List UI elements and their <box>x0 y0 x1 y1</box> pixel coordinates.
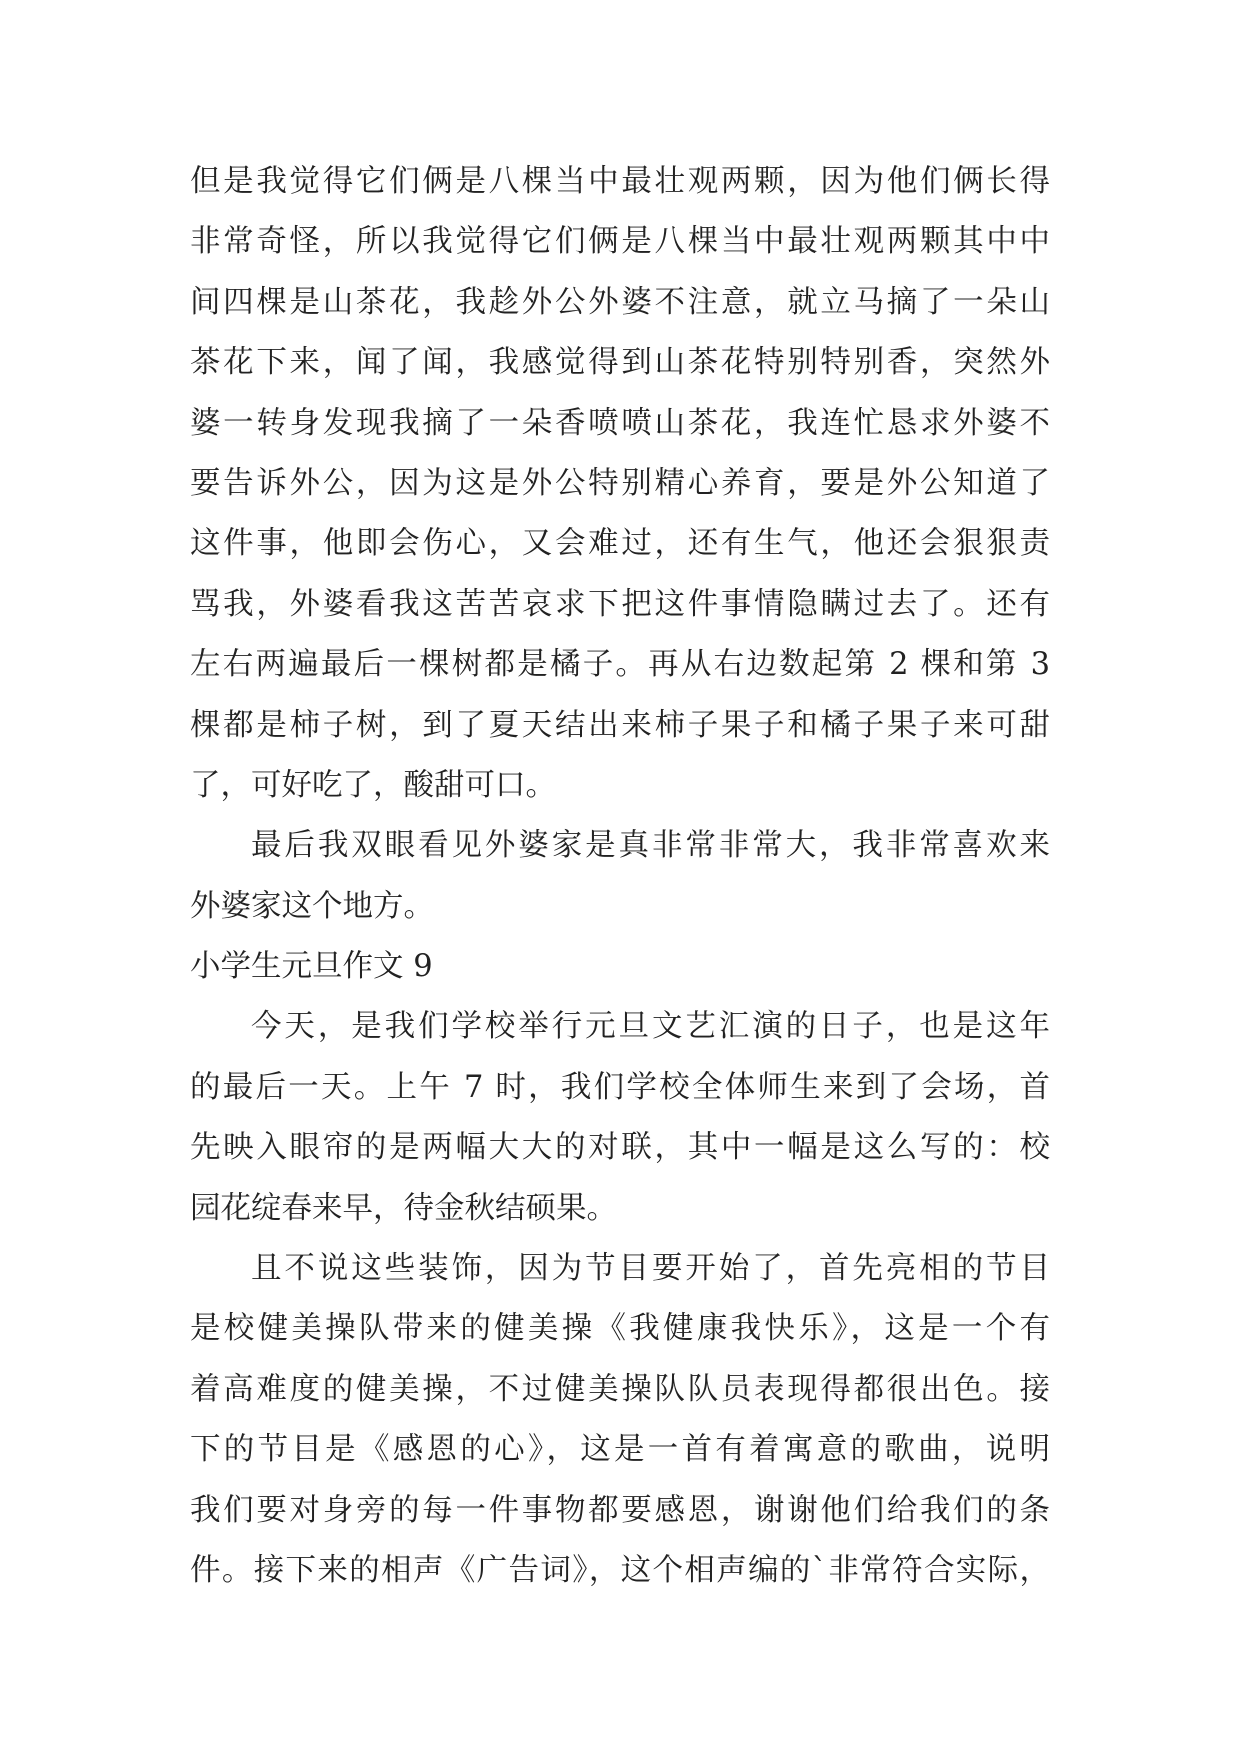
paragraph-line: 骂我，外婆看我这苦苦哀求下把这件事情隐瞒过去了。还有 <box>190 586 1050 622</box>
paragraph-line: 件。接下来的相声《广告词》，这个相声编的`非常符合实际， <box>190 1552 1050 1588</box>
document-body <box>190 152 1050 1601</box>
paragraph-line: 婆一转身发现我摘了一朵香喷喷山茶花，我连忙恳求外婆不 <box>190 405 1050 441</box>
paragraph-line: 要告诉外公，因为这是外公特别精心养育，要是外公知道了 <box>190 465 1050 501</box>
paragraph-line: 且不说这些装饰，因为节目要开始了，首先亮相的节目 <box>251 1251 1050 1287</box>
paragraph-line: 非常奇怪，所以我觉得它们俩是八棵当中最壮观两颗其中中 <box>190 224 1050 260</box>
paragraph-line: 左右两遍最后一棵树都是橘子。再从右边数起第 2 棵和第 3 <box>190 647 1050 683</box>
paragraph-line: 着高难度的健美操，不过健美操队队员表现得都很出色。接 <box>190 1371 1050 1407</box>
paragraph-line: 今天，是我们学校举行元旦文艺汇演的日子，也是这年 <box>251 1009 1050 1045</box>
paragraph-line: 的最后一天。上午 7 时，我们学校全体师生来到了会场，首 <box>190 1069 1050 1105</box>
paragraph-line: 下的节目是《感恩的心》，这是一首有着寓意的歌曲，说明 <box>190 1432 1050 1468</box>
paragraph-line: 是校健美操队带来的健美操《我健康我快乐》，这是一个有 <box>190 1311 1050 1347</box>
paragraph-line: 但是我觉得它们俩是八棵当中最壮观两颗，因为他们俩长得 <box>190 164 1050 199</box>
paragraph-line: 棵都是柿子树，到了夏天结出来柿子果子和橘子果子来可甜 <box>190 707 1050 743</box>
paragraph-line: 茶花下来，闻了闻，我感觉得到山茶花特别特别香，突然外 <box>190 345 1050 381</box>
paragraph-line: 外婆家这个地方。 <box>190 888 434 924</box>
paragraph-line: 先映入眼帘的是两幅大大的对联，其中一幅是这么写的：校 <box>190 1130 1050 1166</box>
paragraph-line: 这件事，他即会伤心，又会难过，还有生气，他还会狠狠责 <box>190 526 1050 562</box>
paragraph-line: 了，可好吃了，酸甜可口。 <box>190 767 556 803</box>
paragraph-line: 最后我双眼看见外婆家是真非常非常大，我非常喜欢来 <box>251 828 1050 864</box>
section-heading: 小学生元旦作文 9 <box>190 949 433 985</box>
paragraph-line: 园花绽春来早，待金秋结硕果。 <box>190 1190 617 1226</box>
paragraph-line: 我们要对身旁的每一件事物都要感恩，谢谢他们给我们的条 <box>190 1492 1050 1528</box>
paragraph-line: 间四棵是山茶花，我趁外公外婆不注意，就立马摘了一朵山 <box>190 284 1050 320</box>
